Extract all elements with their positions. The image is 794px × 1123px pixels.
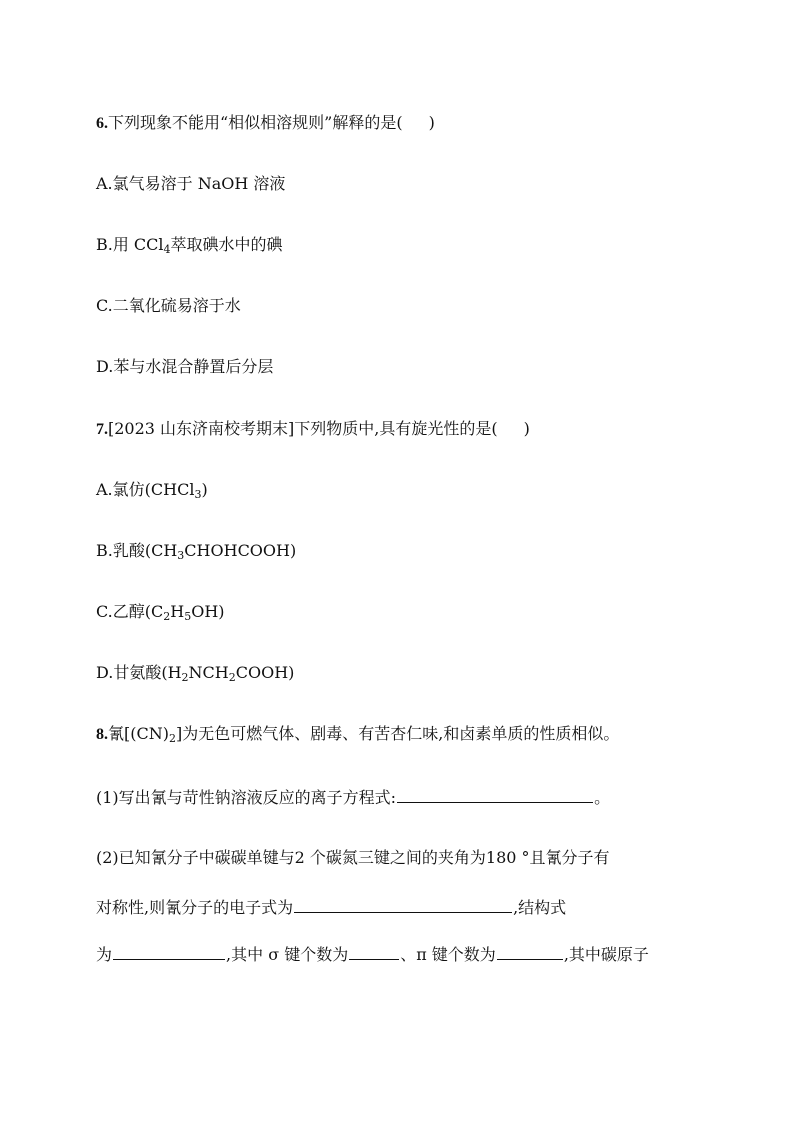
- option-text: C.乙醇(C: [96, 602, 164, 621]
- question-text: ,其中 σ 键个数为: [226, 945, 349, 964]
- answer-blank[interactable]: [294, 896, 512, 913]
- answer-blank[interactable]: [349, 943, 399, 960]
- subscript: 3: [194, 488, 202, 501]
- question-text: ]为无色可燃气体、剧毒、有苦杏仁味,和卤素单质的性质相似。: [175, 724, 620, 743]
- option-text: NCH: [188, 663, 229, 682]
- question-text: 为: [96, 945, 113, 964]
- option-d: [96, 356, 716, 378]
- option-c: [96, 295, 716, 317]
- question-text: 氰[(CN): [108, 724, 169, 743]
- option-text: A.氯气易溶于 NaOH 溶液: [96, 174, 286, 193]
- option-text: B.用 CCl: [96, 235, 164, 254]
- question-8-part-2-line-3: [96, 943, 716, 966]
- option-b: [96, 234, 716, 256]
- option-text: ): [201, 480, 208, 499]
- option-b: [96, 540, 716, 562]
- subscript: 3: [177, 549, 185, 562]
- option-text: 萃取碘水中的碘: [170, 235, 283, 254]
- option-d: [96, 662, 716, 684]
- question-text: (2)已知氰分子中碳碳单键与2 个碳氮三键之间的夹角为180 °且氰分子有: [96, 848, 610, 867]
- subscript: 5: [184, 610, 192, 623]
- question-text: 下列现象不能用“相似相溶规则”解释的是(: [108, 113, 403, 132]
- question-number: 7.: [96, 421, 108, 438]
- answer-blank[interactable]: [497, 943, 563, 960]
- option-text: C.二氧化硫易溶于水: [96, 296, 241, 315]
- question-6-stem: [96, 112, 716, 135]
- question-text: ,其中碳原子: [563, 945, 649, 964]
- question-text: 对称性,则氰分子的电子式为: [96, 898, 294, 917]
- question-7-stem: [96, 418, 716, 441]
- subscript: 4: [163, 243, 171, 256]
- question-number: 8.: [96, 726, 108, 743]
- subscript: 2: [168, 732, 176, 745]
- subscript: 2: [181, 671, 189, 684]
- question-text: [2023 山东济南校考期末]下列物质中,具有旋光性的是(: [108, 419, 498, 438]
- option-a: [96, 479, 716, 501]
- option-text: CHOHCOOH): [184, 541, 297, 560]
- option-text: H: [170, 602, 185, 621]
- question-number: 6.: [96, 115, 108, 132]
- option-text: B.乳酸(CH: [96, 541, 178, 560]
- answer-blank[interactable]: [113, 943, 225, 960]
- option-c: [96, 601, 716, 623]
- question-8-part-2-line-1: [96, 847, 716, 869]
- answer-blank[interactable]: [397, 786, 593, 803]
- question-text: 。: [594, 788, 611, 807]
- question-8-part-2-line-2: [96, 896, 716, 919]
- option-text: D.苯与水混合静置后分层: [96, 357, 274, 376]
- answer-paren-close: ): [523, 419, 530, 438]
- question-8-stem: [96, 723, 716, 746]
- option-text: OH): [191, 602, 225, 621]
- subscript: 2: [228, 671, 236, 684]
- question-8-part-1: [96, 786, 716, 809]
- option-text: COOH): [235, 663, 295, 682]
- option-a: [96, 173, 716, 195]
- question-text: (1)写出氰与苛性钠溶液反应的离子方程式:: [96, 788, 397, 807]
- option-text: D.甘氨酸(H: [96, 663, 182, 682]
- question-text: ,结构式: [513, 898, 567, 917]
- option-text: A.氯仿(CHCl: [96, 480, 195, 499]
- answer-paren-close: ): [428, 113, 435, 132]
- subscript: 2: [163, 610, 171, 623]
- question-text: 、π 键个数为: [400, 945, 496, 964]
